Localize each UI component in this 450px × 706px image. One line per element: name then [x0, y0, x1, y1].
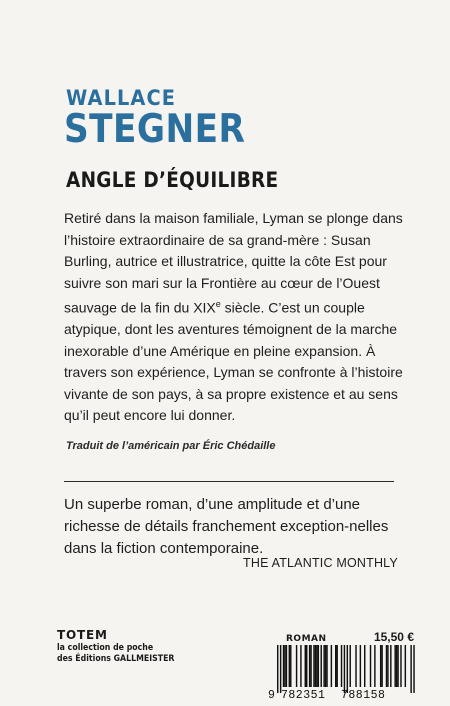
barcode-bar	[364, 645, 365, 687]
barcode-bar	[283, 645, 284, 687]
isbn-first-digit: 9	[268, 689, 276, 702]
genre-label: ROMAN	[286, 634, 327, 644]
barcode-bar	[387, 645, 388, 687]
barcode-bar	[400, 645, 401, 687]
translator-credit: Traduit de l’américain par Éric Chédaille	[66, 440, 276, 452]
barcode-bar	[315, 645, 316, 687]
collection-imprint	[57, 628, 185, 665]
barcode-bar	[325, 645, 326, 687]
barcode-bar	[355, 645, 356, 687]
isbn-number	[268, 689, 418, 702]
barcode-bar	[306, 645, 307, 687]
barcode-bar	[289, 645, 290, 687]
isbn-left-group: 782351	[281, 689, 326, 702]
barcode-bar	[381, 645, 382, 687]
barcode-bar	[341, 645, 342, 687]
barcode-bar	[321, 645, 322, 687]
barcode-bar	[284, 645, 285, 687]
barcode-bar	[413, 645, 414, 693]
barcode-bar	[360, 645, 361, 687]
barcode-block	[268, 630, 418, 702]
review-source: THE ATLANTIC MONTHLY	[243, 556, 398, 570]
barcode-bars	[268, 645, 418, 693]
author-first-name: WALLACE	[66, 86, 177, 110]
barcode-bar	[309, 645, 310, 687]
barcode-bar	[335, 645, 336, 687]
barcode-bar	[305, 645, 306, 687]
book-title: ANGLE D’ÉQUILIBRE	[66, 168, 279, 192]
barcode-bar	[336, 645, 337, 687]
barcode-bar	[410, 645, 411, 693]
synopsis: Retiré dans la maison familiale, Lyman se plonge dans l’histoire extraordinaire de sa grand-mère : Susan Burling, autrice et illustratrice, quitte la côte Est pour suivre son mari sur la Frontière au cœur de l’Ouest sauvage de la fin du XIXe siècle. C’est un couple atypique, dont les aventures témoignent de la marche inexorable d’une Amérique en pleine expansion. À travers son expérience, Lyman se confronte à l’histoire vivante de son pays, à sa propre existence et au sens qu’il peut encore lui donner.	[64, 210, 403, 424]
barcode-bar	[286, 645, 287, 687]
barcode-bar	[374, 645, 375, 687]
price: 15,50 €	[373, 630, 414, 644]
collection-tagline: la collection de poche	[57, 643, 154, 653]
barcode-bar	[390, 645, 391, 687]
barcode-bar	[386, 645, 387, 687]
barcode-bar	[296, 645, 297, 687]
barcode-bar	[323, 645, 324, 687]
barcode-bar	[318, 645, 319, 687]
barcode-bar	[280, 645, 281, 693]
barcode-bar	[380, 645, 381, 687]
collection-publisher: des Éditions GALLMEISTER	[57, 654, 175, 664]
barcode-bar	[316, 645, 317, 687]
barcode-bar	[397, 645, 398, 687]
barcode-bar	[394, 645, 395, 687]
barcode-bar	[347, 645, 348, 693]
barcode-bar	[370, 645, 371, 687]
author-last-name: STEGNER	[64, 107, 246, 152]
barcode-bar	[331, 645, 332, 687]
barcode-bar	[313, 645, 314, 687]
barcode-bar	[310, 645, 311, 687]
divider	[64, 481, 394, 482]
collection-name: TOTEM	[57, 628, 108, 642]
barcode-bar	[290, 645, 291, 687]
barcode-bar	[344, 645, 345, 693]
barcode-bar	[277, 645, 278, 693]
barcode-bar	[405, 645, 406, 687]
price-row	[268, 630, 418, 644]
barcode-bar	[350, 645, 351, 687]
barcode-bar	[326, 645, 327, 687]
barcode-bar	[300, 645, 301, 687]
barcode-bar	[396, 645, 397, 687]
review-quote: Un superbe roman, d’une amplitude et d’une richesse de détails franchement exception-nelles dans la fiction contemporaine.	[64, 496, 389, 557]
isbn-right-group: 788158	[341, 689, 386, 702]
